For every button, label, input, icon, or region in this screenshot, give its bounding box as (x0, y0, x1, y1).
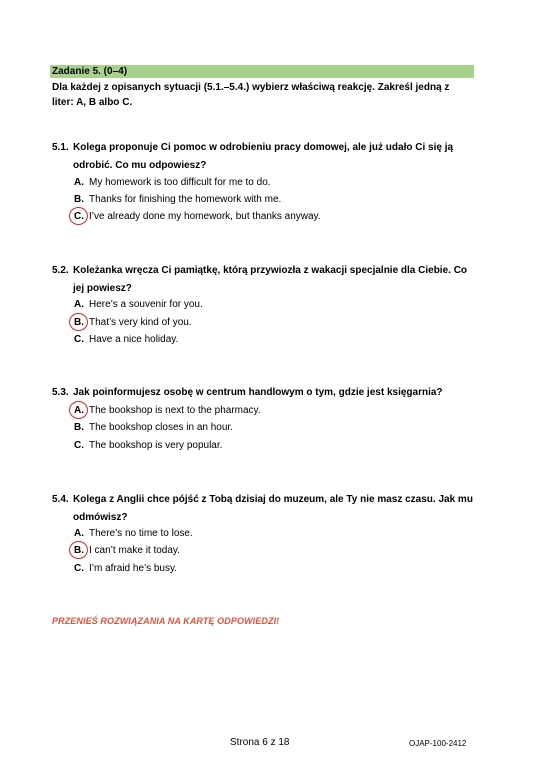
question-number: 5.1. (52, 142, 69, 153)
option-text: I can’t make it today. (89, 545, 180, 556)
option-c[interactable] (74, 211, 321, 223)
option-text: Here’s a souvenir for you. (89, 299, 203, 310)
option-a[interactable] (74, 528, 193, 540)
option-b[interactable] (74, 422, 233, 434)
option-letter: C. (74, 440, 84, 451)
answer-circle-mark (69, 207, 88, 225)
answer-circle-mark (69, 313, 88, 331)
option-text: The bookshop closes in an hour. (89, 422, 233, 433)
option-text: Have a nice holiday. (89, 334, 179, 345)
option-letter: A. (74, 177, 84, 188)
answer-circle-mark (69, 401, 88, 419)
option-c[interactable] (74, 440, 222, 452)
option-b[interactable] (74, 545, 180, 557)
option-text: I’ve already done my homework, but thanks anyway. (89, 211, 321, 222)
option-text: The bookshop is next to the pharmacy. (89, 405, 261, 416)
option-letter: C. (74, 563, 84, 574)
transfer-answers-note: PRZENIEŚ ROZWIĄZANIA NA KARTĘ ODPOWIEDZI! (52, 616, 280, 626)
option-letter: B. (74, 422, 84, 433)
task-instruction: Dla każdej z opisanych sytuacji (5.1.–5.4.) wybierz właściwą reakcję. Zakreśl jedną z liter: A, B albo C. (52, 82, 450, 108)
option-letter: C. (74, 211, 84, 222)
exam-code: OJAP-100-2412 (409, 739, 467, 748)
option-letter: B. (74, 194, 84, 205)
option-text: There’s no time to lose. (89, 528, 193, 539)
question-number: 5.3. (52, 387, 69, 398)
question-number: 5.2. (52, 265, 69, 276)
option-letter: C. (74, 334, 84, 345)
page-number: Strona 6 z 18 (230, 737, 290, 748)
question-text: Kolega proponuje Ci pomoc w odrobieniu pracy domowej, ale już udało Ci się ją odrobić. Co mu odpowiesz? (73, 142, 454, 171)
option-letter: B. (74, 545, 84, 556)
option-letter: A. (74, 528, 84, 539)
option-text: My homework is too difficult for me to do. (89, 177, 271, 188)
task-title: Zadanie 5. (0–4) (52, 66, 128, 77)
question-text: Kolega z Anglii chce pójść z Tobą dzisiaj do muzeum, ale Ty nie masz czasu. Jak mu odmówisz? (73, 494, 473, 523)
option-b[interactable] (74, 317, 192, 329)
option-c[interactable] (74, 334, 178, 346)
option-text: The bookshop is very popular. (89, 440, 223, 451)
task-header-bar (50, 65, 474, 78)
option-a[interactable] (74, 299, 203, 311)
question-number: 5.4. (52, 494, 69, 505)
option-a[interactable] (74, 405, 261, 417)
option-letter: B. (74, 317, 84, 328)
option-text: I’m afraid he’s busy. (89, 563, 178, 574)
option-b[interactable] (74, 194, 281, 206)
answer-circle-mark (69, 541, 88, 559)
option-text: Thanks for finishing the homework with me. (89, 194, 282, 205)
option-letter: A. (74, 299, 84, 310)
question-text: Koleżanka wręcza Ci pamiątkę, którą przywiozła z wakacji specjalnie dla Ciebie. Co jej powiesz? (73, 265, 468, 294)
option-c[interactable] (74, 563, 177, 575)
option-letter: A. (74, 405, 84, 416)
option-a[interactable] (74, 177, 271, 189)
option-text: That’s very kind of you. (89, 317, 192, 328)
question-text: Jak poinformujesz osobę w centrum handlowym o tym, gdzie jest księgarnia? (73, 387, 443, 398)
